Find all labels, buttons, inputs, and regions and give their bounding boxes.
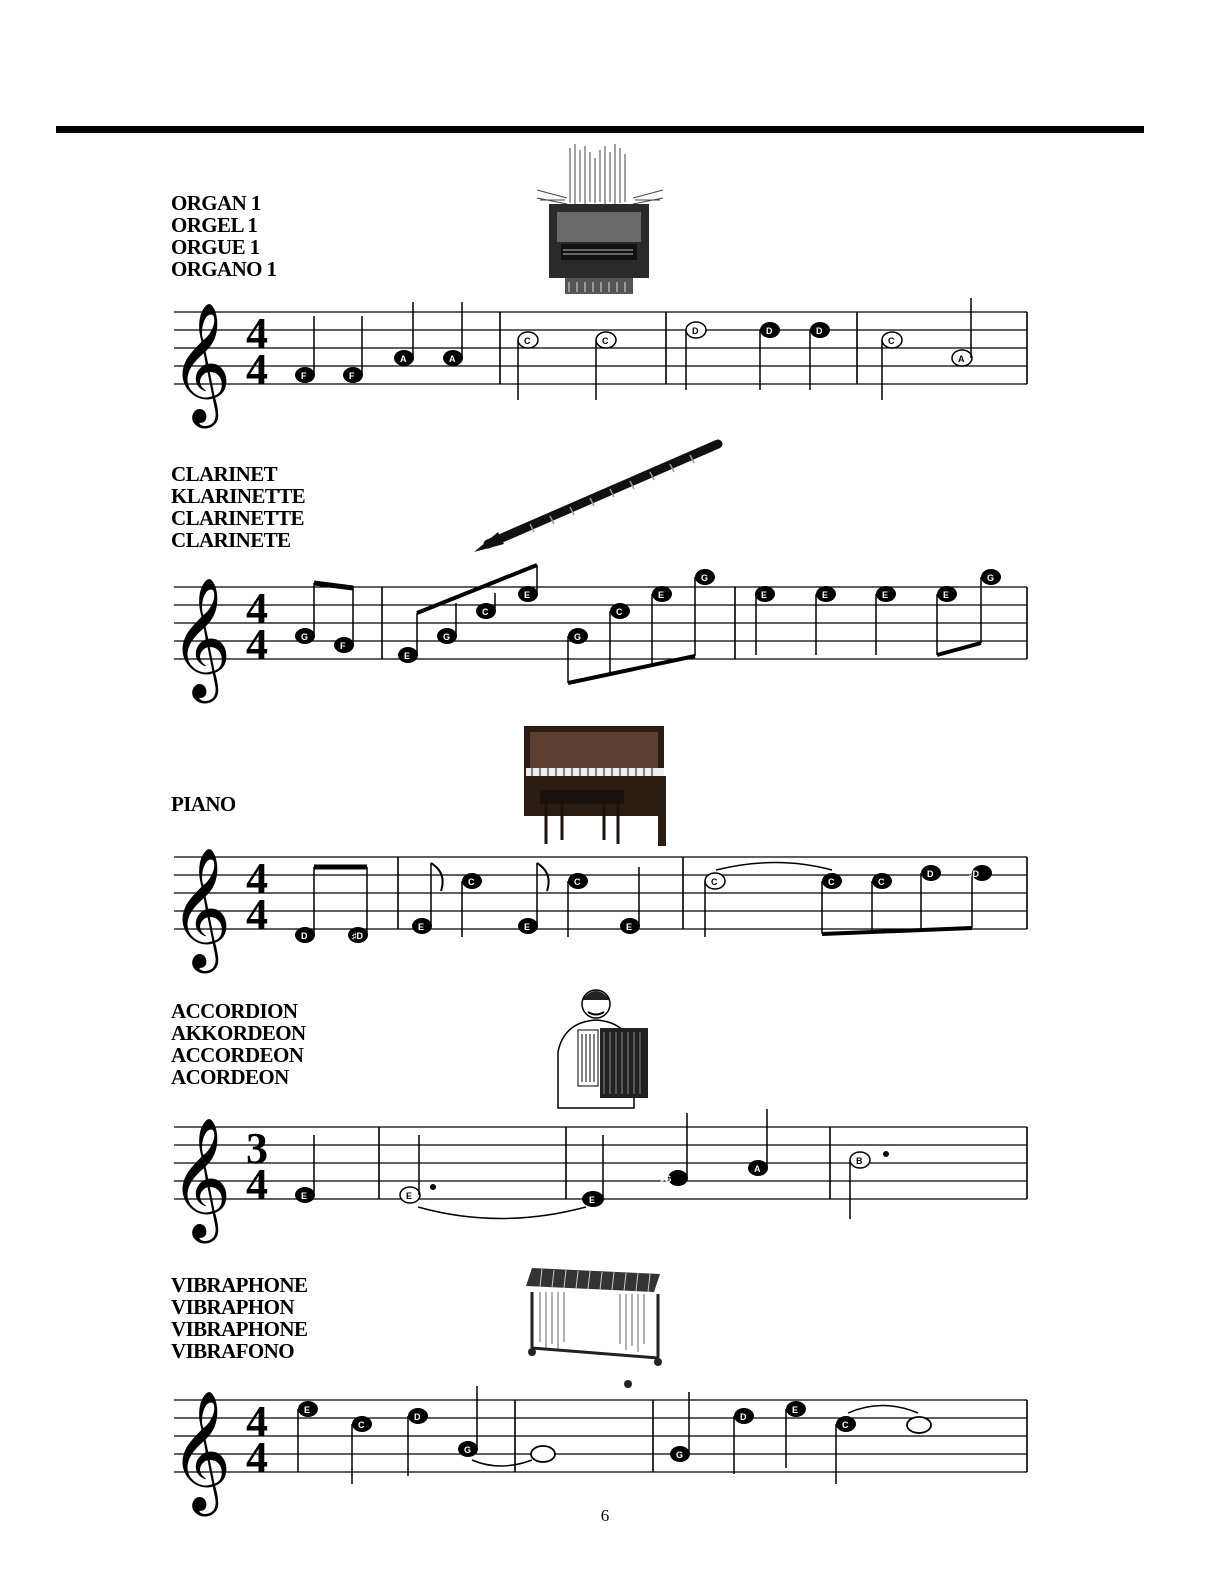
- note: [760, 322, 780, 390]
- svg-text:D: D: [766, 326, 773, 336]
- beam: [417, 565, 537, 613]
- time-sig-bottom: 4: [246, 1433, 268, 1482]
- accordion-player-icon: [548, 982, 658, 1112]
- pipe-organ-icon: [535, 140, 665, 300]
- notes-organ: [295, 298, 972, 400]
- note: [620, 867, 640, 934]
- svg-text:C: C: [878, 877, 885, 887]
- note: [876, 586, 896, 655]
- svg-text:C: C: [842, 1420, 849, 1430]
- staff-piano: [160, 825, 1040, 975]
- svg-text:D: D: [692, 326, 699, 336]
- staff-vibraphone: [160, 1368, 1040, 1518]
- notes-accordion: [295, 1109, 889, 1219]
- svg-text:E: E: [943, 590, 950, 600]
- note: [670, 1392, 690, 1462]
- svg-text:G: G: [987, 573, 995, 583]
- svg-text:C: C: [524, 336, 531, 346]
- svg-text:E: E: [524, 922, 531, 932]
- note: [968, 865, 992, 928]
- title-french: ORGUE 1: [171, 235, 260, 259]
- svg-text:E: E: [524, 590, 531, 600]
- note: [921, 865, 941, 930]
- note: [610, 603, 630, 674]
- title-spanish: CLARINETE: [171, 528, 291, 552]
- section-titles: [171, 793, 236, 815]
- svg-text:E: E: [882, 590, 889, 600]
- note: [822, 873, 842, 934]
- tie: [848, 1406, 918, 1414]
- svg-text:G: G: [574, 632, 582, 642]
- note: [734, 1408, 754, 1474]
- staff-organ: [160, 280, 1040, 430]
- note: [408, 1408, 428, 1476]
- note: [786, 1401, 806, 1468]
- time-sig-top: 4: [246, 309, 268, 358]
- svg-text:E: E: [658, 590, 665, 600]
- note: [582, 1135, 604, 1207]
- note: [334, 586, 354, 653]
- note: [660, 1113, 688, 1186]
- title-french: ACCORDEON: [171, 1043, 304, 1067]
- svg-text:C: C: [888, 336, 895, 346]
- svg-text:C: C: [828, 877, 835, 887]
- svg-text:C: C: [602, 336, 609, 346]
- note: [810, 322, 830, 390]
- note: [652, 586, 672, 665]
- treble-clef-icon: 𝄞: [170, 576, 232, 698]
- tie: [418, 1207, 586, 1219]
- svg-text:A: A: [449, 354, 456, 364]
- note: [748, 1109, 768, 1176]
- svg-text:E: E: [418, 922, 425, 932]
- note: [850, 1151, 889, 1219]
- treble-clef-icon: 𝄞: [170, 846, 232, 968]
- svg-text:D: D: [740, 1412, 747, 1422]
- note: [816, 586, 836, 655]
- title-spanish: ACORDEON: [171, 1065, 289, 1089]
- time-sig-top: 4: [246, 584, 268, 633]
- note: [343, 316, 363, 383]
- svg-text:♯D: ♯D: [352, 931, 363, 941]
- note: [518, 863, 549, 934]
- title-spanish: ORGANO 1: [171, 257, 277, 281]
- note: [705, 873, 725, 937]
- svg-text:F: F: [301, 371, 307, 381]
- note: [937, 586, 957, 655]
- title-french: VIBRAPHONE: [171, 1317, 308, 1341]
- time-sig-bottom: 4: [246, 345, 268, 394]
- top-rule: [56, 126, 1144, 133]
- note: [952, 298, 972, 366]
- title-english: ORGAN 1: [171, 191, 261, 215]
- svg-text:B: B: [856, 1156, 863, 1166]
- svg-text:A: A: [958, 354, 965, 364]
- note: [686, 322, 706, 390]
- note: [872, 873, 892, 932]
- svg-text:E: E: [626, 922, 633, 932]
- note: [695, 569, 715, 656]
- svg-text:D: D: [816, 326, 823, 336]
- title-german: AKKORDEON: [171, 1021, 306, 1045]
- svg-text:E: E: [304, 1405, 311, 1415]
- svg-text:E: E: [589, 1195, 596, 1205]
- notes-clarinet: [295, 565, 1001, 683]
- time-sig-bottom: 4: [246, 1160, 268, 1209]
- note: [836, 1416, 856, 1484]
- tie: [472, 1460, 532, 1466]
- svg-text:C: C: [711, 877, 718, 887]
- svg-text:♯D: ♯D: [968, 869, 979, 879]
- note: [458, 1386, 478, 1457]
- note: [295, 867, 315, 943]
- svg-text:D: D: [927, 869, 934, 879]
- staff-accordion: [160, 1095, 1040, 1245]
- note: [352, 1416, 372, 1484]
- svg-text:E: E: [406, 1191, 413, 1201]
- treble-clef-icon: 𝄞: [170, 1389, 232, 1511]
- note: [981, 569, 1001, 643]
- time-sig-top: 4: [246, 854, 268, 903]
- svg-text:F: F: [349, 371, 355, 381]
- note: [462, 873, 482, 937]
- tie: [716, 863, 832, 871]
- title-german: ORGEL 1: [171, 213, 258, 237]
- title-english: CLARINET: [171, 462, 278, 486]
- svg-text:C: C: [358, 1420, 365, 1430]
- time-sig-top: 3: [246, 1124, 268, 1173]
- svg-text:A: A: [400, 354, 407, 364]
- note: [295, 316, 315, 383]
- svg-text:C: C: [915, 1421, 922, 1431]
- section-titles: [171, 463, 305, 551]
- clarinet-icon: [470, 436, 730, 560]
- note: [412, 863, 443, 934]
- svg-text:A: A: [754, 1164, 761, 1174]
- svg-text:F: F: [340, 641, 346, 651]
- note: [476, 593, 496, 619]
- svg-text:♯G: ♯G: [660, 1174, 672, 1184]
- svg-text:E: E: [822, 590, 829, 600]
- notes-vibraphone: [298, 1386, 931, 1484]
- beam: [568, 656, 695, 683]
- svg-text:E: E: [761, 590, 768, 600]
- svg-text:G: G: [301, 632, 309, 642]
- note: [755, 586, 775, 655]
- treble-clef-icon: 𝄞: [170, 1116, 232, 1238]
- svg-text:E: E: [404, 651, 411, 661]
- title-english: PIANO: [171, 792, 236, 816]
- title-german: KLARINETTE: [171, 484, 306, 508]
- staff-clarinet: [160, 555, 1040, 705]
- note: [568, 628, 588, 683]
- beam: [937, 643, 981, 655]
- svg-text:E: E: [301, 1191, 308, 1201]
- svg-text:G: G: [701, 573, 709, 583]
- note: [907, 1417, 931, 1433]
- svg-text:G: G: [676, 1450, 684, 1460]
- title-english: VIBRAPHONE: [171, 1273, 308, 1297]
- title-german: VIBRAPHON: [171, 1295, 294, 1319]
- svg-text:C: C: [574, 877, 581, 887]
- svg-text:G: G: [539, 1450, 547, 1460]
- svg-text:E: E: [792, 1405, 799, 1415]
- page-number: 6: [600, 1506, 610, 1525]
- svg-text:C: C: [482, 607, 489, 617]
- time-sig-bottom: 4: [246, 890, 268, 939]
- svg-text:D: D: [414, 1412, 421, 1422]
- note: [295, 583, 315, 644]
- note: [398, 613, 418, 663]
- note: [348, 867, 368, 943]
- title-english: ACCORDION: [171, 999, 298, 1023]
- svg-text:C: C: [468, 877, 475, 887]
- note: [568, 873, 588, 937]
- svg-text:G: G: [464, 1445, 472, 1455]
- title-spanish: VIBRAFONO: [171, 1339, 294, 1363]
- svg-text:D: D: [301, 931, 308, 941]
- svg-text:G: G: [443, 632, 451, 642]
- note: [531, 1446, 555, 1462]
- treble-clef-icon: 𝄞: [170, 301, 232, 423]
- section-titles: [171, 1000, 306, 1088]
- time-sig-top: 4: [246, 1397, 268, 1446]
- time-sig-bottom: 4: [246, 620, 268, 669]
- section-titles: [171, 1274, 307, 1362]
- title-french: CLARINETTE: [171, 506, 304, 530]
- svg-text:C: C: [616, 607, 623, 617]
- section-titles: [171, 192, 276, 280]
